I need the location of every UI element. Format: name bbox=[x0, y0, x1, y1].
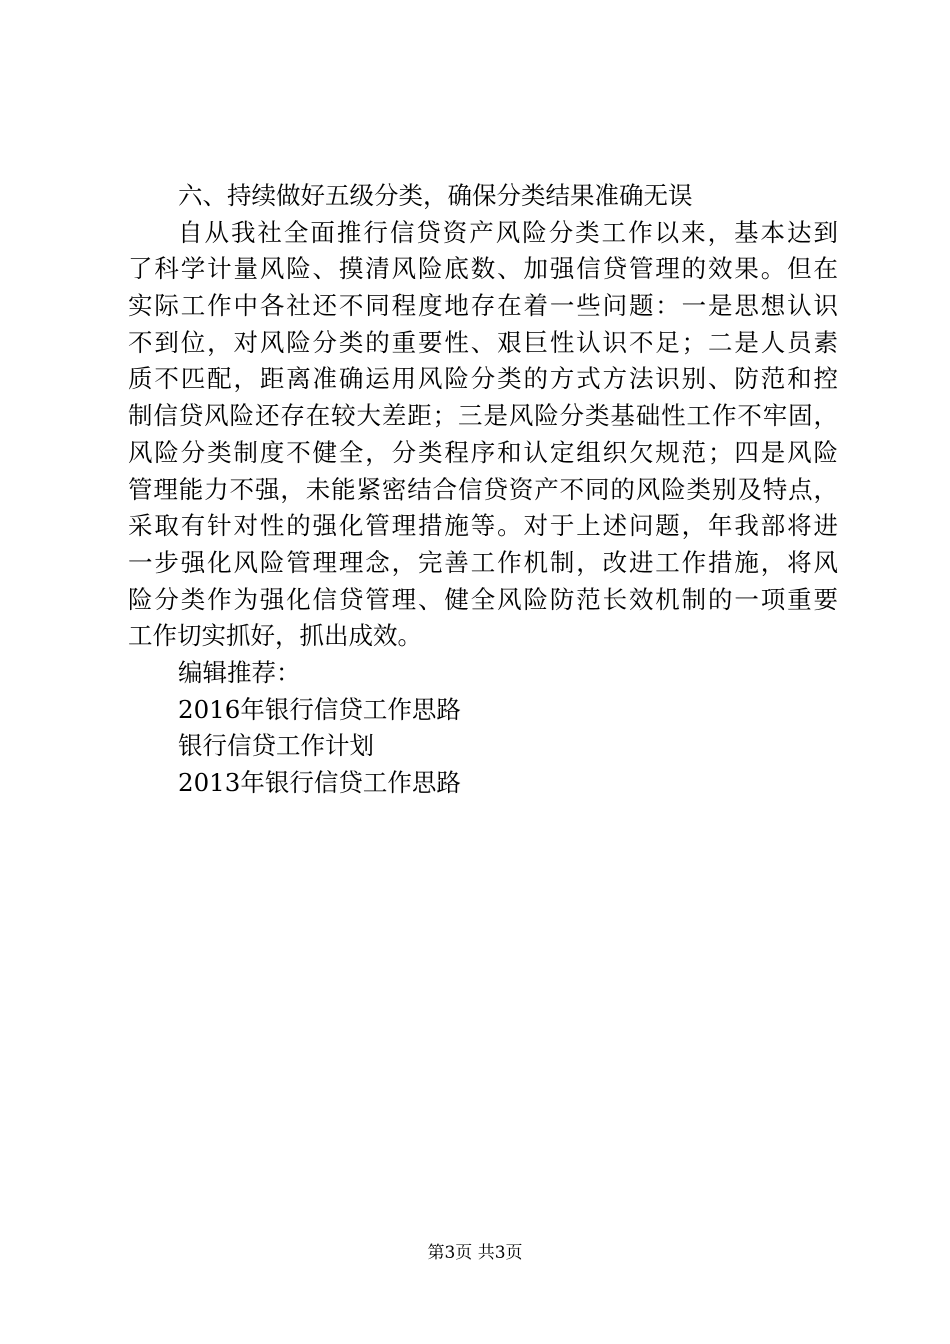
section-heading: 六、持续做好五级分类，确保分类结果准确无误 bbox=[178, 181, 693, 210]
body-line: 一步强化风险管理理念，完善工作机制，改进工作措施，将风 bbox=[128, 547, 838, 577]
body-line: 质不匹配，距离准确运用风险分类的方式方法识别、防范和控 bbox=[128, 364, 838, 394]
recommendation-link[interactable]: 2013年银行信贷工作思路 bbox=[178, 768, 461, 797]
body-line: 险分类作为强化信贷管理、健全风险防范长效机制的一项重要 bbox=[128, 584, 838, 614]
body-line: 管理能力不强，未能紧密结合信贷资产不同的风险类别及特点， bbox=[128, 474, 838, 504]
body-line: 了科学计量风险、摸清风险底数、加强信贷管理的效果。但在 bbox=[128, 254, 838, 284]
body-line: 工作切实抓好，抓出成效。 bbox=[128, 621, 422, 651]
body-line: 不到位，对风险分类的重要性、艰巨性认识不足；二是人员素 bbox=[128, 327, 838, 357]
document-content bbox=[128, 178, 838, 802]
body-line: 制信贷风险还存在较大差距；三是风险分类基础性工作不牢固， bbox=[128, 401, 838, 431]
recommendation-link[interactable]: 2016年银行信贷工作思路 bbox=[178, 694, 461, 724]
recommendation-link[interactable]: 银行信贷工作计划 bbox=[178, 731, 374, 761]
recommend-label: 编辑推荐： bbox=[178, 657, 301, 687]
body-paragraph bbox=[128, 215, 838, 655]
body-line: 采取有针对性的强化管理措施等。对于上述问题，年我部将进 bbox=[128, 511, 838, 541]
page-number-footer: 第3页 共3页 bbox=[427, 1243, 523, 1263]
body-line: 实际工作中各社还不同程度地存在着一些问题：一是思想认识 bbox=[128, 291, 838, 321]
body-line: 自从我社全面推行信贷资产风险分类工作以来，基本达到 bbox=[178, 217, 838, 247]
body-line: 风险分类制度不健全，分类程序和认定组织欠规范；四是风险 bbox=[128, 437, 838, 467]
